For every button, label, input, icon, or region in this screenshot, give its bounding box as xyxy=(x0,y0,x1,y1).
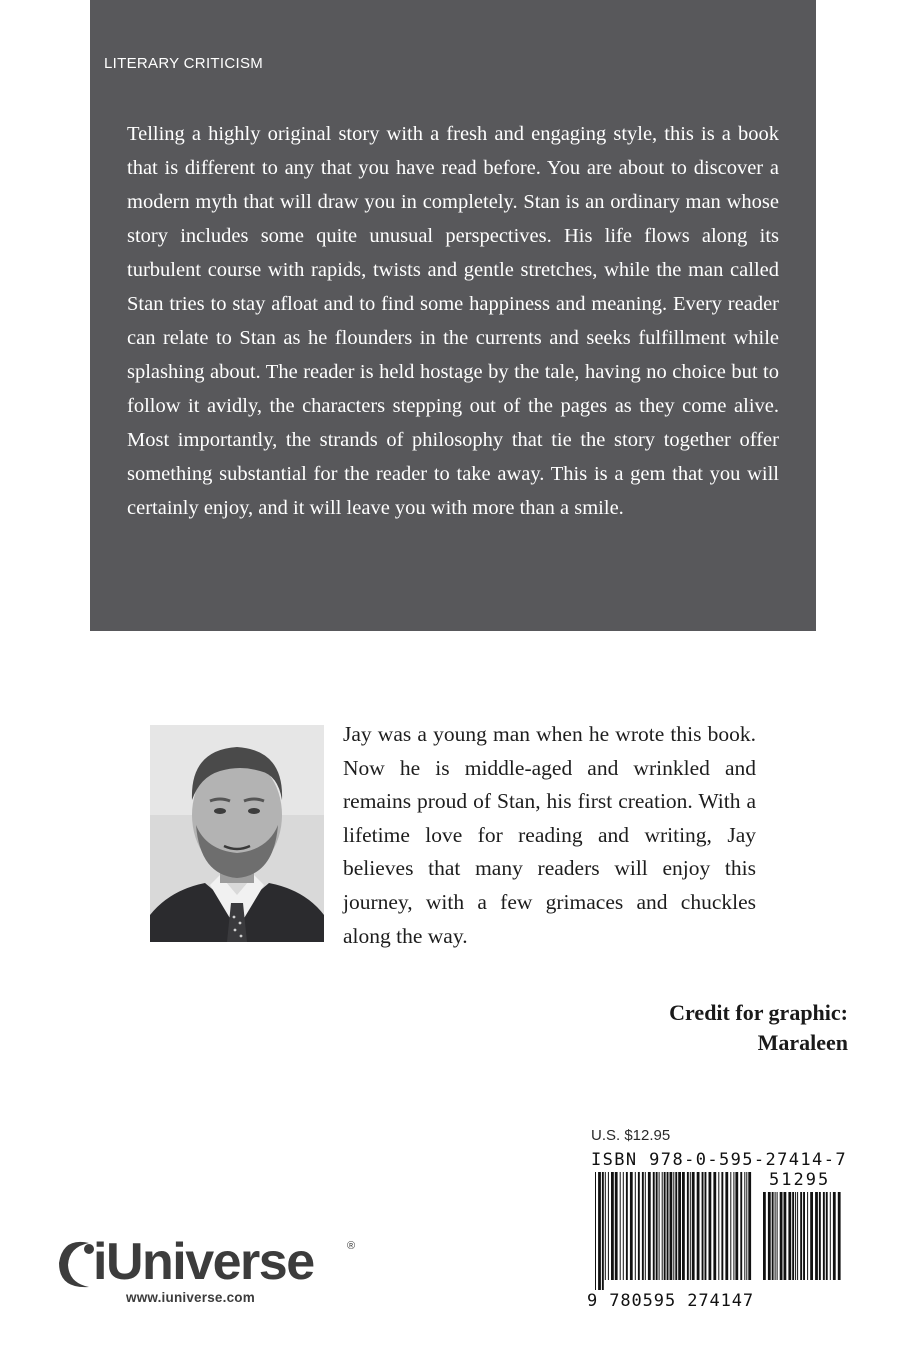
author-photo xyxy=(150,725,324,942)
blurb-panel xyxy=(90,0,816,631)
category-label: LITERARY CRITICISM xyxy=(104,55,264,72)
publisher-logo xyxy=(55,1228,375,1308)
barcode-bar xyxy=(784,1192,787,1280)
barcode-bar xyxy=(775,1192,776,1280)
barcode-bar xyxy=(678,1172,681,1280)
barcode-bar xyxy=(635,1172,636,1280)
barcode-bar xyxy=(605,1172,606,1280)
barcode-bar xyxy=(659,1172,660,1280)
credit-name: Maraleen xyxy=(757,1030,848,1055)
publisher-url: www.iuniverse.com xyxy=(126,1290,255,1305)
registered-mark: ® xyxy=(347,1240,356,1252)
barcode-bar xyxy=(709,1172,712,1280)
barcode-bar xyxy=(642,1172,644,1280)
barcode-bar xyxy=(611,1172,614,1280)
barcode-bar xyxy=(777,1192,778,1280)
barcode-bar xyxy=(656,1172,658,1280)
barcode xyxy=(587,1170,844,1315)
barcode-bar xyxy=(721,1172,723,1280)
barcode-bar xyxy=(670,1172,673,1280)
barcode-bar xyxy=(730,1172,731,1280)
barcode-bar xyxy=(797,1192,798,1280)
barcode-bar xyxy=(780,1192,783,1280)
price-label: U.S. $12.95 xyxy=(591,1127,671,1144)
barcode-bar xyxy=(792,1192,794,1280)
graphic-credit xyxy=(669,998,848,1058)
barcode-bar xyxy=(615,1172,618,1280)
barcode-bar xyxy=(725,1172,728,1280)
barcode-bar xyxy=(733,1172,734,1280)
barcode-bar xyxy=(682,1172,685,1280)
barcode-bar xyxy=(713,1172,716,1280)
barcode-bar xyxy=(772,1192,774,1280)
barcode-bar xyxy=(687,1172,689,1280)
credit-label: Credit for graphic: xyxy=(669,1000,848,1025)
barcode-bar xyxy=(595,1172,596,1290)
barcode-bar xyxy=(667,1172,669,1280)
barcode-bar xyxy=(626,1172,628,1280)
barcode-bar xyxy=(630,1172,633,1280)
barcode-bar xyxy=(833,1192,836,1280)
barcode-bar xyxy=(638,1172,640,1280)
barcode-bar xyxy=(807,1192,808,1280)
addon-barcode-bars xyxy=(763,1192,841,1290)
barcode-bar xyxy=(705,1172,707,1280)
barcode-bar xyxy=(768,1192,771,1280)
barcode-bar xyxy=(697,1172,700,1280)
barcode-bar xyxy=(648,1172,651,1280)
barcode-bar xyxy=(826,1192,828,1280)
barcode-bar xyxy=(740,1172,742,1280)
barcode-bar xyxy=(675,1172,677,1280)
barcode-bar xyxy=(810,1192,813,1280)
barcode-bar xyxy=(763,1192,766,1280)
ean-barcode-bars xyxy=(595,1172,755,1290)
barcode-bar xyxy=(830,1192,831,1280)
barcode-bar xyxy=(623,1172,624,1280)
barcode-bar xyxy=(803,1192,805,1280)
barcode-bar xyxy=(795,1192,796,1280)
barcode-bar xyxy=(598,1172,601,1290)
barcode-bar xyxy=(815,1192,818,1280)
barcode-bar xyxy=(602,1172,604,1290)
barcode-bar xyxy=(653,1172,655,1280)
barcode-bar xyxy=(823,1192,825,1280)
barcode-bar xyxy=(838,1192,841,1280)
barcode-bar xyxy=(748,1172,751,1280)
barcode-bar xyxy=(718,1172,719,1280)
barcode-bar xyxy=(746,1172,747,1280)
barcode-bar xyxy=(608,1172,609,1280)
barcode-bar xyxy=(692,1172,695,1280)
barcode-bar xyxy=(744,1172,745,1280)
barcode-bar xyxy=(673,1172,674,1280)
isbn-label: ISBN 978-0-595-27414-7 xyxy=(591,1150,847,1170)
barcode-bar xyxy=(735,1172,738,1280)
barcode-bar xyxy=(819,1192,821,1280)
author-bio: Jay was a young man when he wrote this book. Now he is middle-aged and wrinkled and remains proud of Stan, his first creation. With a lifetime love for reading and writing, Jay believes that many readers will enjoy this journey, with a few grimaces and chuckles along the way. xyxy=(343,722,756,948)
publisher-name: iUniverse xyxy=(93,1233,314,1291)
barcode-bar xyxy=(645,1172,646,1280)
ean-digits: 9 780595 274147 xyxy=(587,1291,755,1311)
iuniverse-swirl-icon xyxy=(55,1233,97,1293)
barcode-bar xyxy=(788,1192,791,1280)
barcode-bar xyxy=(800,1192,802,1280)
barcode-bar xyxy=(620,1172,621,1280)
barcode-bar xyxy=(702,1172,704,1280)
barcode-bar xyxy=(690,1172,691,1280)
barcode-bar xyxy=(664,1172,666,1280)
book-blurb: Telling a highly original story with a fresh and engaging style, this is a book that is different to any that you have read before. You are about to discover a modern myth that will draw you in completely. Stan is an ordinary man whose story includes some quite unusual perspectives. His life flows along its turbulent course with rapids, twists and gentle stretches, while the man called Stan tries to stay afloat and to find some happiness and meaning. Every reader can relate to Stan as he flounders in the currents and seeks fulfillment while splashing about. The reader is held hostage by the tale, having no choice but to follow it avidly, the characters stepping out of the pages as they come alive. Most importantly, the strands of philosophy that tie the story together offer something substantial for the reader to take away. This is a gem that you will certainly enjoy, and it will leave you with more than a smile. xyxy=(127,123,779,519)
price-code-digits: 51295 xyxy=(769,1170,831,1190)
barcode-bar xyxy=(662,1172,663,1280)
